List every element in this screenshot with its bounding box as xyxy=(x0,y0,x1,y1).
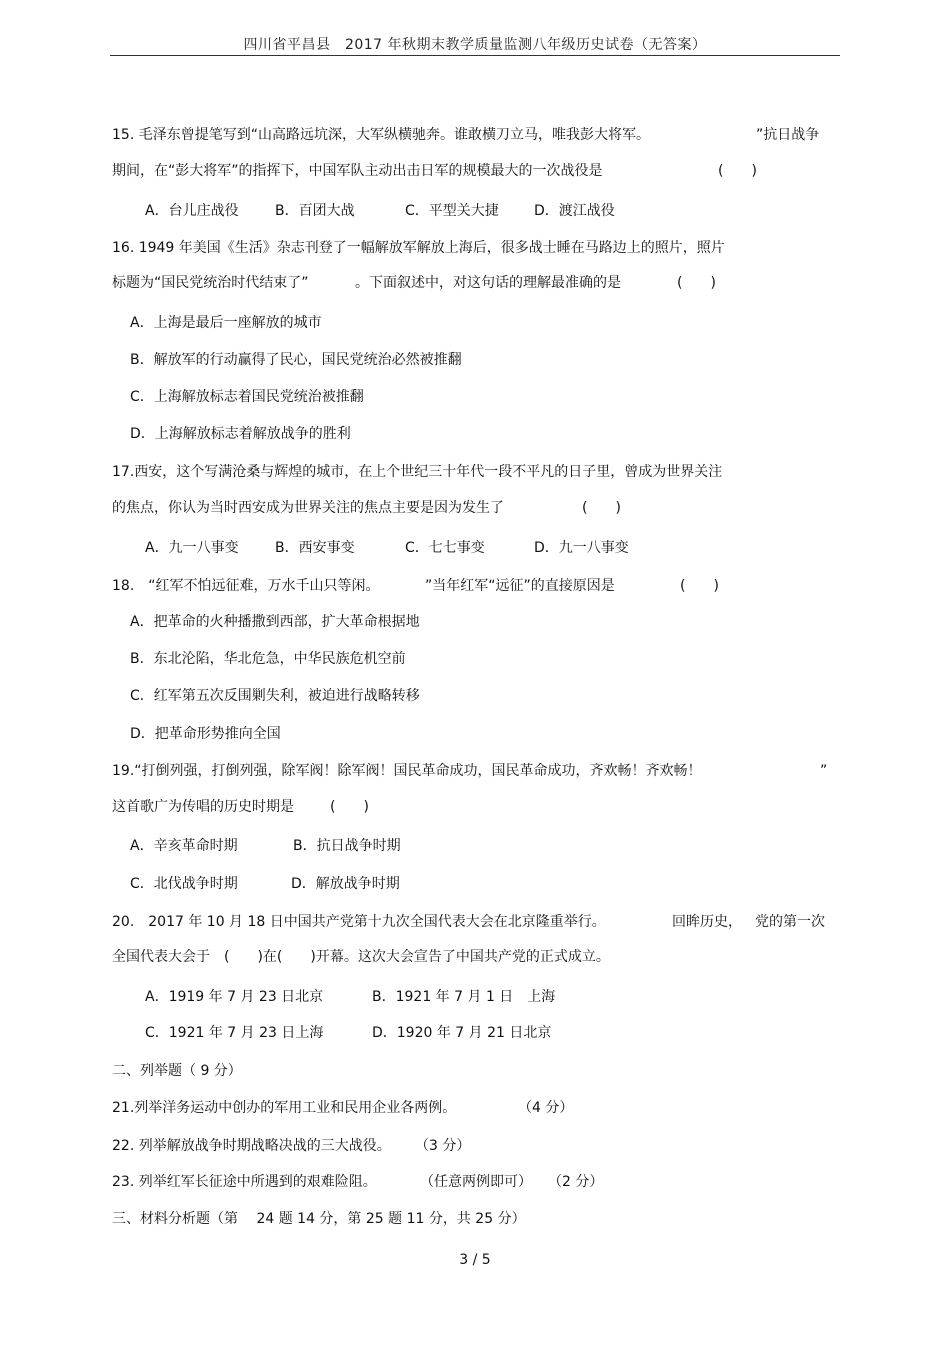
q17-stem-line2: 的焦点，你认为当时西安成为世界关注的焦点主要是因为发生了 xyxy=(112,500,504,516)
q16-option-a: A．上海是最后一座解放的城市 xyxy=(130,315,322,331)
q17-option-c: C．七七事变 xyxy=(405,540,485,556)
q18-option-c: C．红军第五次反围剿失利，被迫进行战略转移 xyxy=(130,688,420,704)
q16-stem-line1: 16. 1949 年美国《生活》杂志刊登了一幅解放军解放上海后，很多战士睡在马路边上的照片，照片 xyxy=(112,240,725,256)
header-rule xyxy=(110,55,840,56)
q18-stem-line1b: ”当年红军“远征”的直接原因是 xyxy=(425,578,615,594)
q17-stem-line1: 17.西安，这个写满沧桑与辉煌的城市，在上个世纪三十年代一段不平凡的日子里，曾成为世界关注 xyxy=(112,464,723,480)
q15-option-b: B．百团大战 xyxy=(275,203,355,219)
q15-answer-paren: ( ) xyxy=(718,163,757,179)
q20-option-d: D．1920 年 7 月 21 日北京 xyxy=(372,1025,552,1041)
q20-option-a: A．1919 年 7 月 23 日北京 xyxy=(145,989,324,1005)
q21-stem: 21.列举洋务运动中创办的军用工业和民用企业各两例。 xyxy=(112,1100,457,1116)
q15-option-d: D．渡江战役 xyxy=(534,203,615,219)
q18-option-b: B．东北沦陷，华北危急，中华民族危机空前 xyxy=(130,651,406,667)
q19-stem-line1-end: ” xyxy=(820,763,828,779)
q15-stem-line1-end: ”抗日战争 xyxy=(756,127,820,143)
q19-stem-line2: 这首歌广为传唱的历史时期是 xyxy=(112,799,294,815)
q20-stem-line1c: 党的第一次 xyxy=(755,914,825,930)
q16-option-b: B．解放军的行动赢得了民心，国民党统治必然被推翻 xyxy=(130,352,462,368)
q16-option-c: C．上海解放标志着国民党统治被推翻 xyxy=(130,389,364,405)
q17-option-a: A．九一八事变 xyxy=(145,540,239,556)
q23-note: （任意两例即可） xyxy=(420,1174,532,1190)
q18-answer-paren: ( ) xyxy=(680,578,719,594)
q19-option-d: D．解放战争时期 xyxy=(291,876,400,892)
q20-stem-line1a: 20. 2017 年 10 月 18 日中国共产党第十九次全国代表大会在北京隆重举行。 xyxy=(112,914,606,930)
section3-title: 三、材料分析题（第 24 题 14 分，第 25 题 11 分，共 25 分） xyxy=(112,1211,526,1227)
q18-option-d: D．把革命形势推向全国 xyxy=(130,726,281,742)
q15-stem-line1: 15. 毛泽东曾提笔写到“山高路远坑深，大军纵横驰奔。谁敢横刀立马，唯我彭大将军。 xyxy=(112,127,650,143)
q19-option-b: B．抗日战争时期 xyxy=(293,838,401,854)
q20-option-c: C．1921 年 7 月 23 日上海 xyxy=(145,1025,324,1041)
q17-answer-paren: ( ) xyxy=(582,500,621,516)
page-number: 3 / 5 xyxy=(459,1252,491,1268)
q16-stem-line2a: 标题为“国民党统治时代结束了” xyxy=(112,275,309,291)
q15-option-c: C．平型关大捷 xyxy=(405,203,499,219)
q19-option-c: C．北伐战争时期 xyxy=(130,876,238,892)
q16-answer-paren: ( ) xyxy=(677,275,716,291)
q17-option-d: D．九一八事变 xyxy=(534,540,629,556)
q19-answer-paren: ( ) xyxy=(330,799,369,815)
q20-stem-line2: 全国代表大会于 ( )在( )开幕。这次大会宣告了中国共产党的正式成立。 xyxy=(112,949,610,965)
q16-option-d: D．上海解放标志着解放战争的胜利 xyxy=(130,426,351,442)
q20-stem-line1b: 回眸历史， xyxy=(672,914,742,930)
section2-title: 二、列举题（ 9 分） xyxy=(112,1063,242,1079)
q17-option-b: B．西安事变 xyxy=(275,540,355,556)
q18-option-a: A．把革命的火种播撒到西部，扩大革命根据地 xyxy=(130,614,420,630)
q23-stem: 23. 列举红军长征途中所遇到的艰难险阻。 xyxy=(112,1174,377,1190)
q20-option-b: B．1921 年 7 月 1 日 上海 xyxy=(372,989,556,1005)
q21-score: （4 分） xyxy=(518,1100,574,1116)
q23-score: （2 分） xyxy=(548,1174,604,1190)
q15-stem-line2: 期间，在“彭大将军”的指挥下，中国军队主动出击日军的规模最大的一次战役是 xyxy=(112,163,603,179)
q22-score: （3 分） xyxy=(415,1138,471,1154)
q19-stem-line1: 19.“打倒列强，打倒列强，除军阀！除军阀！国民革命成功，国民革命成功，齐欢畅！齐欢畅！ xyxy=(112,763,702,779)
q16-stem-line2b: 。下面叙述中，对这句话的理解最准确的是 xyxy=(355,275,621,291)
q22-stem: 22. 列举解放战争时期战略决战的三大战役。 xyxy=(112,1138,391,1154)
q18-stem-line1a: 18. “红军不怕远征难，万水千山只等闲。 xyxy=(112,578,380,594)
page-header: 四川省平昌县 2017 年秋期末教学质量监测八年级历史试卷（无答案） xyxy=(243,37,707,53)
q19-option-a: A．辛亥革命时期 xyxy=(130,838,238,854)
q15-option-a: A．台儿庄战役 xyxy=(145,203,239,219)
